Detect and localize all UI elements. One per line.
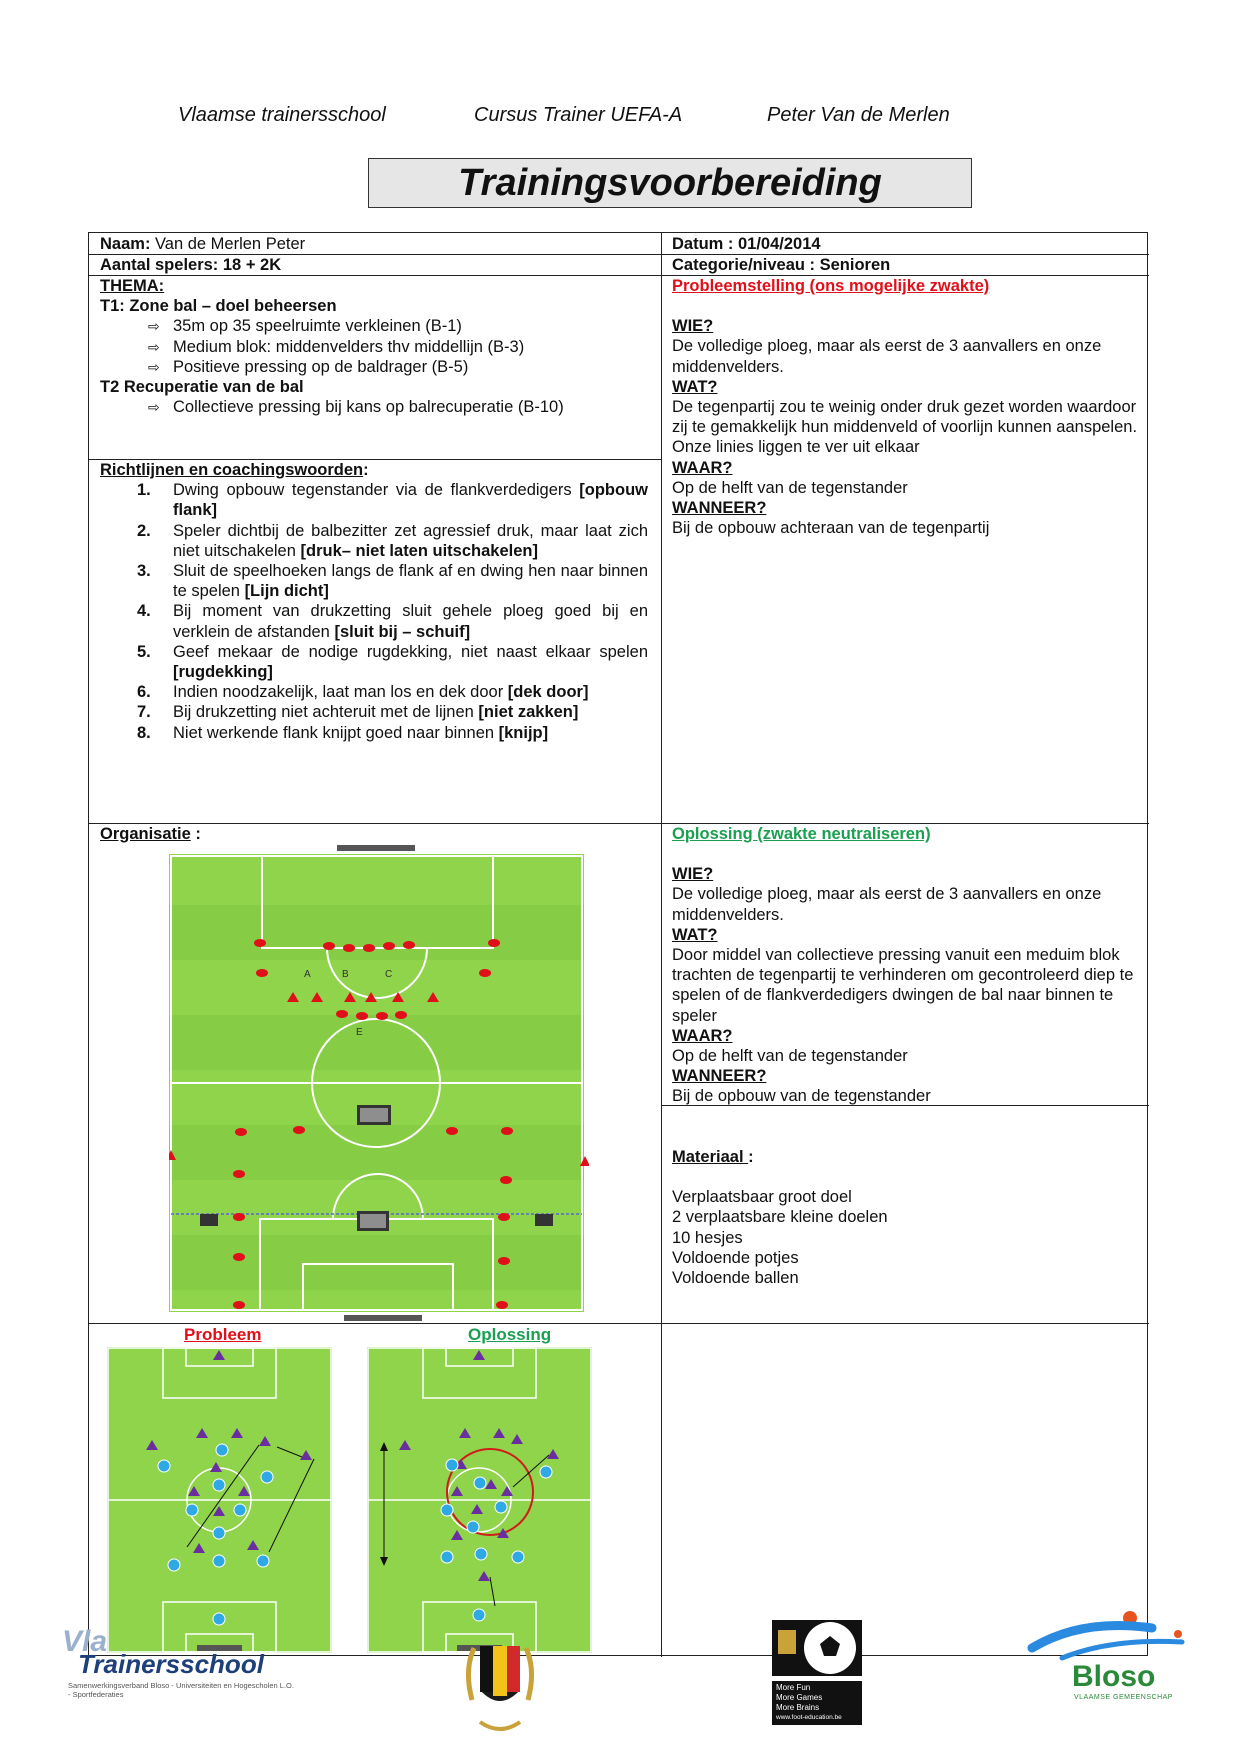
slogan-line: More Fun <box>776 1683 811 1692</box>
players-field: Aantal spelers: 18 + 2K <box>100 256 282 274</box>
problem-wat-text2: Onze linies liggen te ver uit elkaar <box>672 438 920 457</box>
materiaal-item: Verplaatsbaar groot doel <box>672 1188 852 1207</box>
bottom-goal-bar <box>344 1315 422 1321</box>
guideline-item <box>100 702 648 722</box>
guideline-number: 3. <box>137 562 151 581</box>
guideline-number: 8. <box>137 723 151 742</box>
guideline-keyword: [opbouw flank] <box>173 481 648 520</box>
problem-heading: Probleemstelling (ons mogelijke zwakte) <box>672 277 990 295</box>
solution-pitch <box>367 1347 592 1653</box>
solution-wanneer-text: Bij de opbouw van de tegenstander <box>672 1087 931 1106</box>
solution-wanneer-label: WANNEER? <box>672 1067 767 1086</box>
guideline-number: 5. <box>137 642 151 661</box>
t1-item: ⇨ 35m op 35 speelruimte verkleinen (B-1) <box>100 316 655 336</box>
guideline-item <box>100 480 648 520</box>
guideline-keyword: [rugdekking] <box>173 663 273 682</box>
problem-waar-text: Op de helft van de tegenstander <box>672 478 908 497</box>
problem-wat-label: WAT? <box>672 377 718 396</box>
slogan-line: More Games <box>776 1693 823 1702</box>
guideline-number: 4. <box>137 602 151 621</box>
bloso-text: Bloso <box>1072 1660 1156 1693</box>
name-label: Naam: <box>100 235 151 253</box>
belgian-fa-crest-icon <box>462 1640 538 1736</box>
category-field: Categorie/niveau : Senioren <box>672 256 891 274</box>
problem-pitch <box>107 1347 332 1653</box>
guideline-keyword: [druk– niet laten uitschakelen] <box>300 541 538 560</box>
t1-item: ⇨ Medium blok: middenvelders thv middellijn (B-3) <box>100 337 655 357</box>
right-small-goal-icon <box>535 1214 553 1226</box>
header-course: Cursus Trainer UEFA-A <box>474 104 683 126</box>
solution-waar-label: WAAR? <box>672 1026 733 1045</box>
name-value: Van de Merlen Peter <box>150 235 306 253</box>
left-small-goal-icon <box>200 1214 218 1226</box>
solution-wie-text: De volledige ploeg, maar als eerst de 3 aanvallers en onze middenvelders. <box>672 885 1102 924</box>
materiaal-item: Voldoende potjes <box>672 1248 799 1267</box>
problem-wanneer-label: WANNEER? <box>672 499 767 518</box>
bloso-subtext: VLAAMSE GEMEENSCHAP <box>1074 1694 1173 1701</box>
solution-wat-text: Door middel van collectieve pressing vanuit een meduim blok trachten de tegenpartij te verhinderen om gecontroleerd diep te spelen of de flankverdedigers dwingen de bal naar binnen te speler <box>672 946 1134 1025</box>
guidelines-colon: : <box>363 461 369 479</box>
bloso-logo <box>1022 1608 1192 1708</box>
guideline-item <box>100 682 648 702</box>
materiaal-item: Voldoende ballen <box>672 1269 799 1288</box>
name-field <box>100 234 305 254</box>
guideline-text: Indien noodzakelijk, laat man los en dek door <box>173 683 508 702</box>
materiaal-colon: : <box>748 1148 754 1166</box>
guideline-text: Bij drukzetting niet achteruit met de lijnen <box>173 703 479 722</box>
guideline-item <box>100 601 648 641</box>
t2-item: ⇨ Collectieve pressing bij kans op balrecuperatie (B-10) <box>100 397 655 417</box>
organisatie-label-row <box>100 824 201 844</box>
guidelines-section <box>100 460 648 743</box>
problem-wie-label: WIE? <box>672 317 714 336</box>
training-table <box>88 232 1148 1656</box>
problem-wie-text: De volledige ploeg, maar als eerst de 3 aanvallers en onze middenvelders. <box>672 337 1102 376</box>
guidelines-heading: Richtlijnen en coachingswoorden <box>100 461 364 479</box>
materiaal-label: Materiaal <box>672 1148 749 1166</box>
guideline-item <box>100 561 648 601</box>
solution-section <box>672 824 1142 1107</box>
date-field: Datum : 01/04/2014 <box>672 235 821 253</box>
top-goal-bar <box>337 845 415 851</box>
problem-diagram-label: Probleem <box>184 1325 262 1344</box>
page-header <box>0 104 1238 134</box>
guideline-text: Speler dichtbij de balbezitter zet agressief druk, maar laat zich niet uitschakelen <box>173 521 648 560</box>
pitch-label-e: E <box>356 1027 363 1038</box>
guideline-number: 7. <box>137 703 151 722</box>
slogan-line: More Brains <box>776 1703 820 1712</box>
organisation-pitch <box>169 845 589 1321</box>
header-school: Vlaamse trainersschool <box>178 104 386 126</box>
problem-wat-text: De tegenpartij zou te weinig onder druk gezet worden waardoor zij te gemakkelijk hun middenveld of voorlijn kunnen aanspelen. <box>672 398 1138 437</box>
guideline-number: 6. <box>137 683 151 702</box>
logo-subtext: Samenwerkingsverband Bloso - Universiteiten en Hogescholen L.O. - Sportfederaties <box>68 1681 294 1699</box>
logo-text: Trainersschool <box>78 1649 264 1679</box>
pitch-label-b: B <box>342 969 349 980</box>
guideline-item <box>100 723 648 743</box>
guideline-keyword: [Lijn dicht] <box>244 582 329 601</box>
guideline-keyword: [knijp] <box>498 723 549 742</box>
guideline-number: 2. <box>137 521 151 540</box>
t1-title: T1: Zone bal – doel beheersen <box>100 297 337 316</box>
materiaal-section <box>672 1147 1142 1288</box>
solution-heading: Oplossing (zwakte neutraliseren) <box>672 825 931 843</box>
solution-wat-label: WAT? <box>672 925 718 944</box>
solution-diagram-label: Oplossing <box>468 1325 552 1344</box>
solution-wie-label: WIE? <box>672 865 714 884</box>
materiaal-item: 10 hesjes <box>672 1228 743 1247</box>
foot-education-url: www.foot-education.be <box>776 1714 842 1721</box>
organisatie-label: Organisatie <box>100 825 191 843</box>
problem-wanneer-text: Bij de opbouw achteraan van de tegenpartij <box>672 519 990 538</box>
t1-item: ⇨ Positieve pressing op de baldrager (B-5) <box>100 357 655 377</box>
thema-label: THEMA: <box>100 277 165 295</box>
thema-section <box>100 276 655 417</box>
problem-section <box>672 276 1142 538</box>
guideline-item <box>100 521 648 561</box>
guideline-text: Bij moment van drukzetting sluit gehele ploeg goed bij en verklein de afstanden <box>173 602 648 641</box>
guideline-text: Dwing opbouw tegenstander via de flankverdedigers <box>173 481 580 500</box>
header-author: Peter Van de Merlen <box>767 104 950 126</box>
organisatie-colon: : <box>190 825 201 843</box>
solution-waar-text: Op de helft van de tegenstander <box>672 1047 908 1066</box>
guideline-keyword: [niet zakken] <box>478 703 579 722</box>
materiaal-item: 2 verplaatsbare kleine doelen <box>672 1208 888 1227</box>
trainersschool-logo <box>60 1625 294 1699</box>
logo-prefix: Vla <box>62 1625 108 1658</box>
page-title: Trainingsvoorbereiding <box>368 158 972 208</box>
guideline-number: 1. <box>137 481 151 500</box>
guidelines-list <box>100 480 648 743</box>
pitch-label-c: C <box>385 969 393 980</box>
pitch-label-a: A <box>304 969 311 980</box>
guideline-text: Geef mekaar de nodige rugdekking, niet naast elkaar spelen <box>173 642 648 661</box>
foot-education-slogan <box>772 1681 862 1725</box>
guideline-text: Sluit de speelhoeken langs de flank af en dwing hen naar binnen te spelen <box>173 562 648 601</box>
foot-education-logo <box>772 1620 862 1730</box>
football-icon <box>772 1620 862 1676</box>
t2-title: T2 Recuperatie van de bal <box>100 378 304 397</box>
guideline-keyword: [dek door] <box>507 683 589 702</box>
problem-waar-label: WAAR? <box>672 458 733 477</box>
guideline-item <box>100 642 648 682</box>
guideline-text: Niet werkende flank knijpt goed naar binnen <box>173 723 499 742</box>
guideline-keyword: [sluit bij – schuif] <box>334 622 471 641</box>
